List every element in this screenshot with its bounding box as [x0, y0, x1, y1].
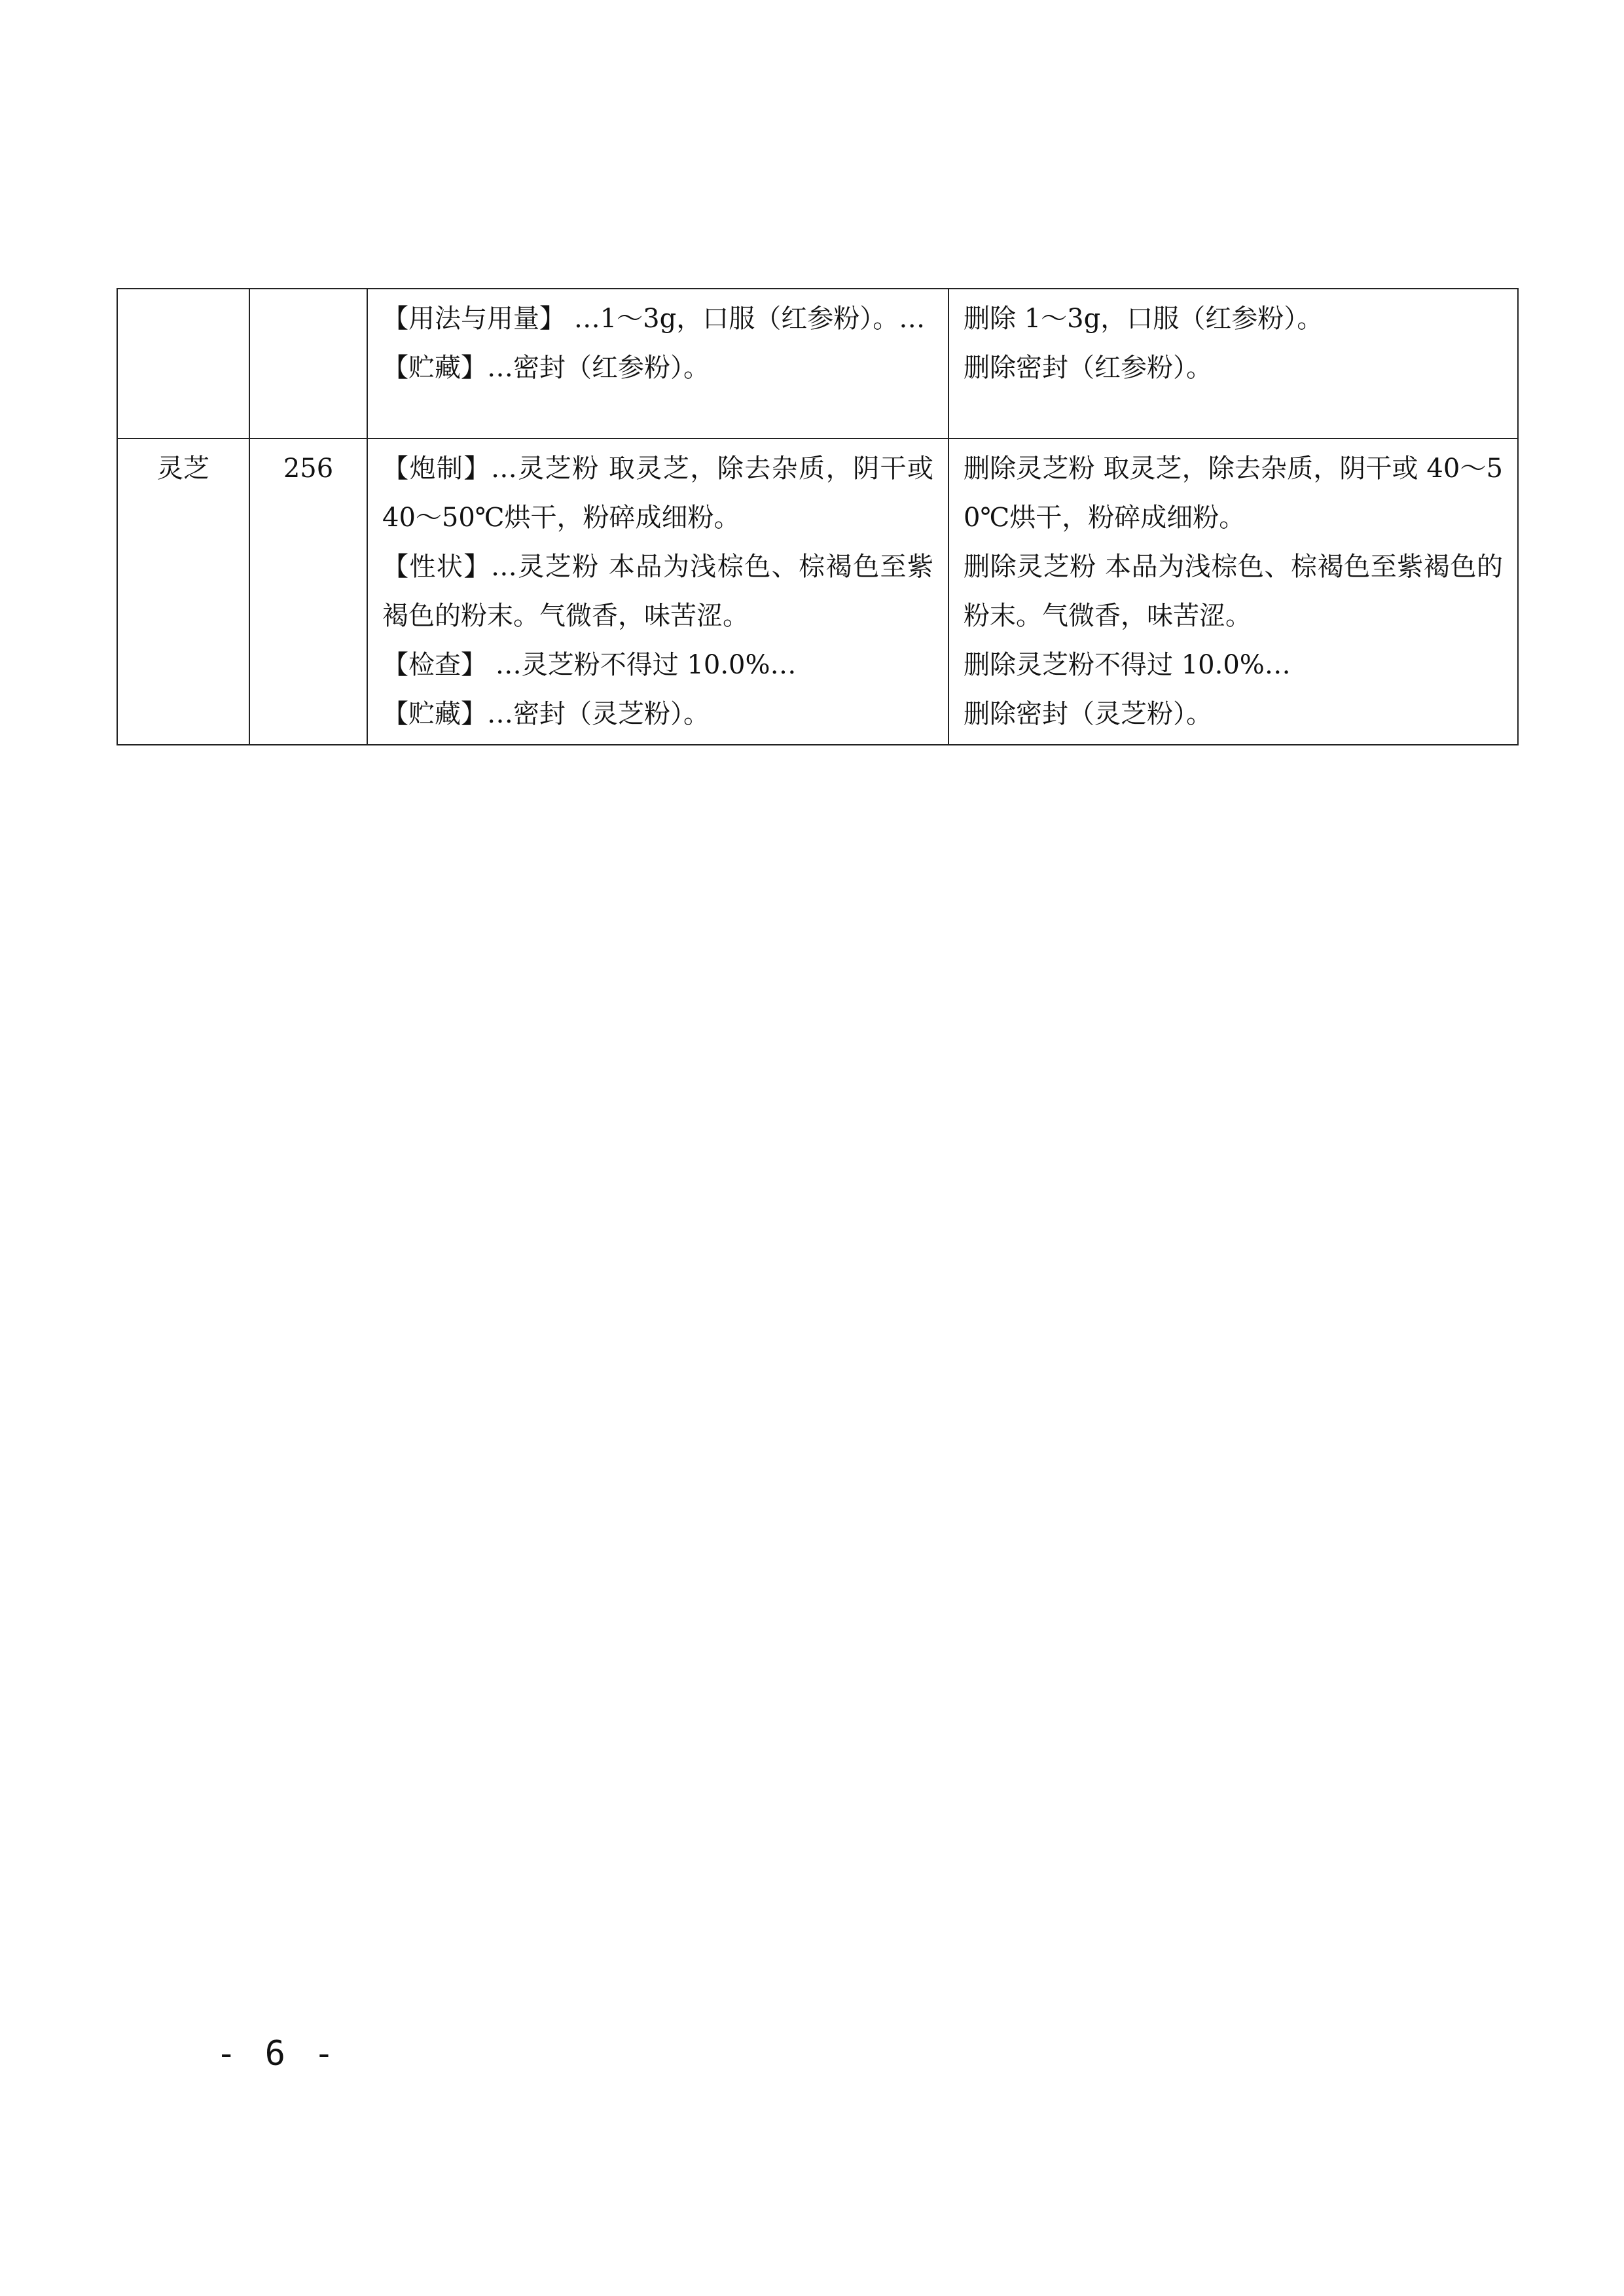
original-line: 【贮藏】…密封（灵芝粉）。	[382, 699, 710, 729]
revision-line: 删除灵芝粉 取灵芝，除去杂质，阴干或 40～50℃烘干，粉碎成细粉。	[964, 454, 1503, 533]
original-text-cell	[367, 289, 948, 439]
original-line: 【炮制】…灵芝粉 取灵芝，除去杂质，阴干或 40～50℃烘干，粉碎成细粉。	[382, 454, 933, 533]
revision-text-cell	[948, 439, 1518, 745]
page-ref-cell	[249, 289, 367, 439]
revision-line: 删除 1～3g，口服（红参粉）。	[964, 304, 1324, 334]
original-line: 【贮藏】…密封（红参粉）。	[382, 353, 710, 383]
original-line: 【检查】 …灵芝粉不得过 10.0%…	[382, 650, 797, 680]
page-ref-cell: 256	[249, 439, 367, 745]
original-line: 【用法与用量】 …1～3g，口服（红参粉）。…	[382, 304, 926, 334]
page-number: - 6 -	[216, 2034, 338, 2073]
revision-text-cell	[948, 289, 1518, 439]
table-row	[117, 439, 1518, 745]
table-row	[117, 289, 1518, 439]
revision-line: 删除灵芝粉不得过 10.0%…	[964, 650, 1291, 680]
revision-line: 删除灵芝粉 本品为浅棕色、棕褐色至紫褐色的粉末。气微香，味苦涩。	[964, 552, 1503, 631]
original-text-cell	[367, 439, 948, 745]
revision-table	[117, 288, 1519, 745]
herb-name-cell	[117, 289, 249, 439]
revision-line: 删除密封（红参粉）。	[964, 353, 1212, 383]
original-line: 【性状】…灵芝粉 本品为浅棕色、棕褐色至紫褐色的粉末。气微香，味苦涩。	[382, 552, 933, 631]
revision-line: 删除密封（灵芝粉）。	[964, 699, 1212, 729]
herb-name-cell: 灵芝	[117, 439, 249, 745]
